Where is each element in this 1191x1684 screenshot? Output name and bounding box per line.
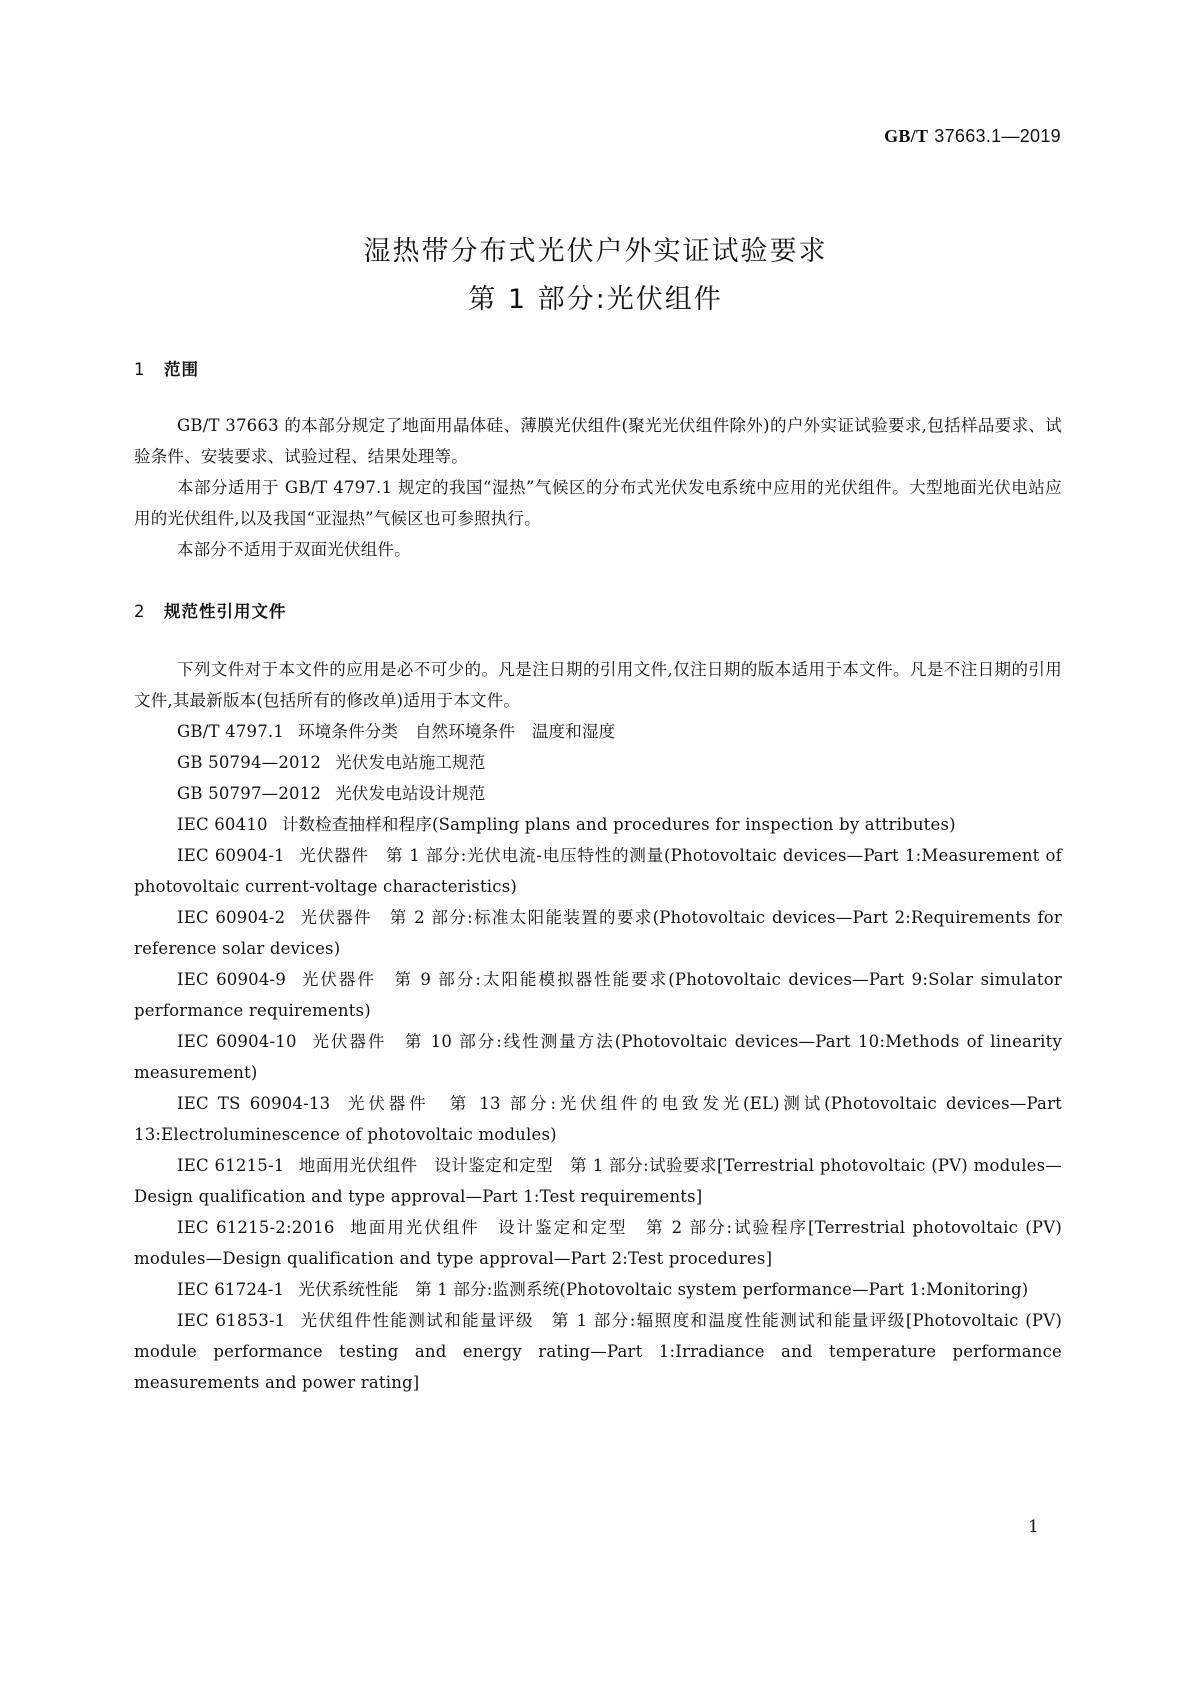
- title-line-1: 湿热带分布式光伏户外实证试验要求: [363, 236, 828, 267]
- reference-title: 光伏发电站施工规范: [335, 753, 486, 772]
- section-2-heading: [134, 598, 287, 622]
- reference-title: 光伏发电站设计规范: [335, 784, 486, 803]
- reference-code: IEC 61215-1: [177, 1156, 285, 1175]
- standard-prefix: GB/T: [884, 126, 929, 146]
- reference-title: 光伏器件 第 1 部分:光伏电流-电压特性的测量(Photovoltaic devices—Part 1:Measurement of photovoltaic current-voltage characteristics): [134, 846, 1062, 896]
- reference-code: GB 50797—2012: [177, 784, 322, 803]
- section-1-heading: [134, 356, 199, 380]
- reference-item: [134, 809, 1062, 840]
- reference-code: IEC 60904-1: [177, 846, 285, 865]
- document-title: [0, 228, 1191, 324]
- reference-item: [134, 747, 1062, 778]
- reference-item: [134, 1150, 1062, 1212]
- reference-item: [134, 778, 1062, 809]
- reference-title: 光伏系统性能 第 1 部分:监测系统(Photovoltaic system performance—Part 1:Monitoring): [298, 1280, 1029, 1299]
- reference-item: [134, 1305, 1062, 1398]
- reference-item: [134, 902, 1062, 964]
- reference-item: [134, 964, 1062, 1026]
- reference-title: 地面用光伏组件 设计鉴定和定型 第 1 部分:试验要求[Terrestrial photovoltaic (PV) modules—Design qualification and type approval—Part 1:Test requirements]: [134, 1156, 1063, 1206]
- reference-code: IEC 60904-10: [177, 1032, 297, 1051]
- scope-paragraph-2: 本部分适用于 GB/T 4797.1 规定的我国“湿热”气候区的分布式光伏发电系统中应用的光伏组件。大型地面光伏电站应用的光伏组件,以及我国“亚湿热”气候区也可参照执行。: [134, 478, 1062, 528]
- reference-item: [134, 1088, 1062, 1150]
- reference-code: IEC 61853-1: [177, 1311, 286, 1330]
- reference-code: IEC 60904-9: [177, 970, 287, 989]
- reference-title: 环境条件分类 自然环境条件 温度和湿度: [298, 722, 616, 741]
- reference-item: [134, 1274, 1062, 1305]
- reference-title: 地面用光伏组件 设计鉴定和定型 第 2 部分:试验程序[Terrestrial photovoltaic (PV) modules—Design qualification and type approval—Part 2:Test procedures]: [134, 1218, 1062, 1268]
- reference-title: 光伏器件 第 9 部分:太阳能模拟器性能要求(Photovoltaic devices—Part 9:Solar simulator performance requirements): [134, 970, 1062, 1020]
- standard-code: [884, 126, 1061, 147]
- reference-title: 光伏器件 第 2 部分:标准太阳能装置的要求(Photovoltaic devices—Part 2:Requirements for reference solar devices): [134, 908, 1062, 958]
- reference-code: IEC 60410: [177, 815, 268, 834]
- section-1-body: [134, 410, 1062, 565]
- reference-code: IEC 61724-1: [177, 1280, 285, 1299]
- reference-title: 计数检查抽样和程序(Sampling plans and procedures for inspection by attributes): [281, 815, 956, 834]
- section-number: 2: [134, 602, 146, 621]
- scope-paragraph-1: GB/T 37663 的本部分规定了地面用晶体硅、薄膜光伏组件(聚光光伏组件除外)的户外实证试验要求,包括样品要求、试验条件、安装要求、试验过程、结果处理等。: [134, 416, 1062, 466]
- section-2-body: [134, 654, 1062, 1398]
- page-number: 1: [1028, 1517, 1039, 1537]
- scope-paragraph-3: 本部分不适用于双面光伏组件。: [177, 540, 411, 559]
- section-title: 规范性引用文件: [164, 602, 287, 621]
- reference-item: [134, 1212, 1062, 1274]
- references-intro: 下列文件对于本文件的应用是必不可少的。凡是注日期的引用文件,仅注日期的版本适用于本文件。凡是不注日期的引用文件,其最新版本(包括所有的修改单)适用于本文件。: [134, 660, 1062, 710]
- reference-item: [134, 716, 1062, 747]
- reference-code: IEC TS 60904-13: [177, 1094, 331, 1113]
- section-title: 范围: [164, 360, 199, 379]
- reference-item: [134, 840, 1062, 902]
- reference-code: GB 50794—2012: [177, 753, 322, 772]
- reference-code: IEC 60904-2: [177, 908, 286, 927]
- reference-code: GB/T 4797.1: [177, 722, 285, 741]
- reference-title: 光伏组件性能测试和能量评级 第 1 部分:辐照度和温度性能测试和能量评级[Photovoltaic (PV) module performance testing and energy rating—Part 1:Irradiance and temperature performance measurements and power rating]: [134, 1311, 1062, 1392]
- reference-title: 光伏器件 第 13 部分:光伏组件的电致发光(EL)测试(Photovoltaic devices—Part 13:Electroluminescence of photovoltaic modules): [134, 1094, 1062, 1144]
- section-number: 1: [134, 360, 146, 379]
- reference-item: [134, 1026, 1062, 1088]
- standard-number: 37663.1—2019: [934, 126, 1061, 146]
- reference-code: IEC 61215-2:2016: [177, 1218, 335, 1237]
- reference-title: 光伏器件 第 10 部分:线性测量方法(Photovoltaic devices—Part 10:Methods of linearity measurement): [134, 1032, 1062, 1082]
- title-line-2: 第 1 部分:光伏组件: [468, 284, 723, 315]
